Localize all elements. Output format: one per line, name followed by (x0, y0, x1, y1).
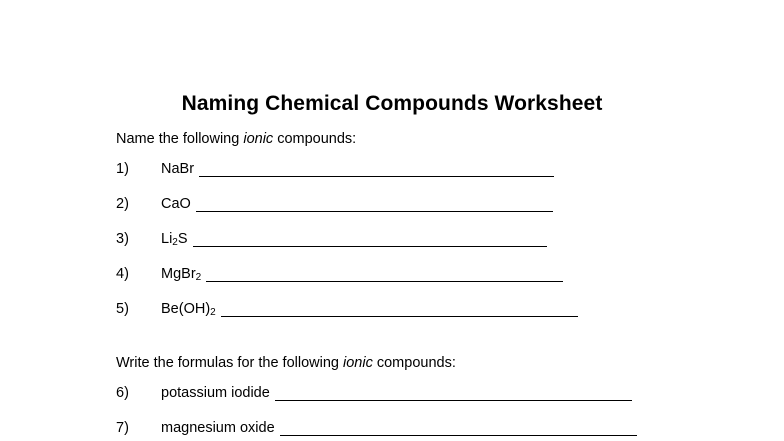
answer-blank-2[interactable] (196, 196, 553, 212)
answer-input-3[interactable] (193, 231, 547, 246)
question-number: 6) (116, 385, 129, 401)
answer-blank-1[interactable] (199, 161, 554, 177)
section1-instruction-suffix: compounds: (273, 131, 357, 147)
question-number: 4) (116, 266, 129, 282)
question-number: 2) (116, 196, 129, 212)
section1-instruction (116, 131, 356, 147)
formula-main: Be(OH) (161, 301, 211, 317)
answer-blank-6[interactable] (275, 385, 632, 401)
question-compound-name: potassium iodide (161, 385, 270, 401)
answer-input-6[interactable] (275, 385, 632, 400)
section2-instruction-prefix: Write the formulas for the following (116, 355, 343, 371)
answer-input-4[interactable] (206, 266, 563, 281)
formula-subscript: 2 (172, 237, 178, 248)
section2-instruction-emphasis: ionic (343, 355, 373, 371)
answer-blank-7[interactable] (280, 420, 637, 436)
section1-instruction-prefix: Name the following (116, 131, 244, 147)
answer-input-7[interactable] (280, 420, 637, 435)
question-formula: NaBr (161, 161, 195, 177)
question-number: 1) (116, 161, 129, 177)
question-formula (161, 231, 188, 247)
question-number: 7) (116, 420, 129, 436)
question-formula (161, 266, 201, 282)
question-formula: CaO (161, 196, 191, 212)
section2-instruction (116, 355, 456, 371)
answer-input-2[interactable] (196, 196, 553, 211)
answer-input-1[interactable] (199, 161, 554, 176)
worksheet-title: Naming Chemical Compounds Worksheet (181, 92, 603, 115)
formula-main: Li (161, 231, 173, 247)
question-formula (161, 301, 216, 317)
question-number: 5) (116, 301, 129, 317)
answer-blank-4[interactable] (206, 266, 563, 282)
section2-instruction-suffix: compounds: (372, 355, 456, 371)
formula-subscript: 2 (195, 272, 202, 283)
question-compound-name: magnesium oxide (161, 420, 275, 436)
formula-main: MgBr (161, 266, 196, 282)
question-number: 3) (116, 231, 129, 247)
answer-input-5[interactable] (221, 301, 578, 316)
section1-instruction-emphasis: ionic (243, 131, 274, 147)
answer-blank-5[interactable] (221, 301, 578, 317)
answer-blank-3[interactable] (193, 231, 547, 247)
formula-end: S (177, 231, 188, 247)
formula-subscript: 2 (210, 307, 216, 318)
